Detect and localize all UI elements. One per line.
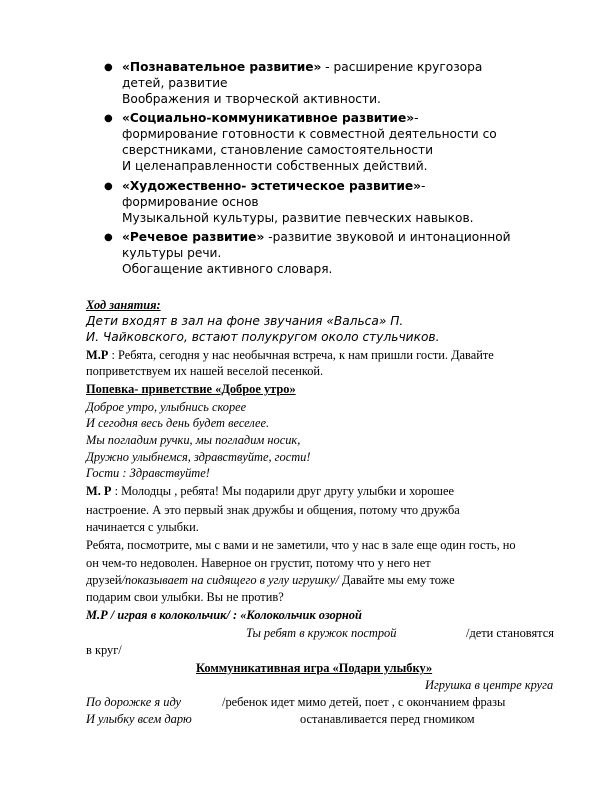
mr-praise-line-6: [86, 573, 455, 587]
mr-greeting-text: : Ребята, сегодня у нас необычная встреча, к нам пришли гости. Давайте: [108, 348, 494, 362]
mr-praise-line-3: начинается с улыбки.: [86, 520, 199, 534]
mr-greeting-line-2: поприветствуем их нашей веселой песенкой.: [86, 364, 324, 378]
goal-2-line-1: [122, 111, 419, 125]
game-note-1: /ребенок идет мимо детей, поет , с окончанием фразы: [222, 695, 506, 709]
goal-3-title: «Художественно- эстетическое развитие»: [122, 179, 422, 193]
goal-3-line-1: [122, 179, 425, 193]
song-line-4: Дружно улыбнемся, здравствуйте, гости!: [86, 450, 311, 464]
bell-note: /дети становятся: [466, 626, 554, 640]
game-note-2: останавливается перед гномиком: [300, 712, 475, 726]
mr-greeting-line-1: [86, 348, 494, 362]
bullet-icon: ●: [104, 62, 113, 73]
goal-2-title: «Социально-коммуникативное развитие»: [122, 111, 415, 125]
song-title: Попевка- приветствие «Доброе утро»: [86, 382, 296, 396]
goal-1-line-3: Воображения и творческой активности.: [122, 92, 381, 106]
speaker-label: М.Р: [86, 348, 109, 362]
mr-praise-line-1: [86, 484, 454, 498]
goal-1-line-2: детей, развитие: [122, 76, 228, 90]
goal-3-line-2: формирование основ: [122, 195, 259, 209]
mr-praise-line-7: подарим свои улыбки. Вы не против?: [86, 590, 284, 604]
song-line-2: И сегодня весь день будет веселее.: [86, 416, 270, 430]
goal-1-line-1: [122, 60, 482, 74]
goal-2-line-4: И целенаправленности собственных действий.: [122, 159, 428, 173]
mr-praise-line-2: настроение. А это первый знак дружбы и общения, потому что дружба: [86, 503, 460, 517]
lesson-intro-line-1: Дети входят в зал на фоне звучания «Вальса» П.: [86, 314, 404, 328]
game-title: Коммуникативная игра «Подари улыбку»: [196, 661, 433, 675]
lesson-intro-line-2: И. Чайковского, встают полукругом около стульчиков.: [86, 330, 440, 344]
mr-praise-text: : Молодцы , ребята! Мы подарили друг другу улыбки и хорошее: [111, 484, 454, 498]
mr-praise-line-5: он чем-то недоволен. Наверное он грустит, потому что у него нет: [86, 556, 431, 570]
mr-praise-line-4: Ребята, посмотрите, мы с вами и не заметили, что у нас в зале еще один гость, но: [86, 538, 516, 552]
goal-4-line-1: [122, 230, 511, 244]
song-line-1: Доброе утро, улыбнись скорее: [86, 400, 247, 414]
goal-4-line-3: Обогащение активного словаря.: [122, 262, 333, 276]
friends-word: друзей: [86, 573, 122, 587]
goal-1-text: - расширение кругозора: [321, 60, 483, 74]
game-note: Игрушка в центре круга: [425, 678, 554, 692]
goal-2-line-3: сверстниками, становление самостоятельности: [122, 143, 434, 157]
goal-4-title: «Речевое развитие»: [122, 230, 265, 244]
song-line-5: Гости : Здравствуйте!: [86, 466, 210, 480]
goal-4-line-2: культуры речи.: [122, 246, 222, 260]
bullet-icon: ●: [104, 232, 113, 243]
speaker-label: М. Р: [86, 484, 112, 498]
stage-direction: /показывает на сидящего в углу игрушку/: [121, 573, 339, 587]
goal-1-title: «Познавательное развитие»: [122, 60, 322, 74]
bell-note-end: в круг/: [86, 643, 122, 657]
song-line-3: Мы погладим ручки, мы погладим носик,: [86, 433, 301, 447]
goal-3-line-3: Музыкальной культуры, развитие певческих навыков.: [122, 211, 474, 225]
goal-2-line-2: формирование готовности к совместной деятельности со: [122, 127, 497, 141]
game-verse-1: По дорожке я иду: [86, 695, 182, 709]
goal-3-text: -: [421, 179, 426, 193]
lesson-heading: Ход занятия:: [86, 298, 161, 312]
bell-verse: Ты ребят в кружок построй: [246, 626, 397, 640]
mr-bell-line: М.Р / играя в колокольчик/ : «Колокольчик озорной: [86, 608, 362, 622]
goal-4-text: -развитие звуковой и интонационной: [264, 230, 511, 244]
game-verse-2: И улыбку всем дарю: [86, 712, 192, 726]
bullet-icon: ●: [104, 113, 113, 124]
goal-2-text: -: [414, 111, 419, 125]
friends-rest: Давайте мы ему тоже: [338, 573, 455, 587]
bullet-icon: ●: [104, 181, 113, 192]
